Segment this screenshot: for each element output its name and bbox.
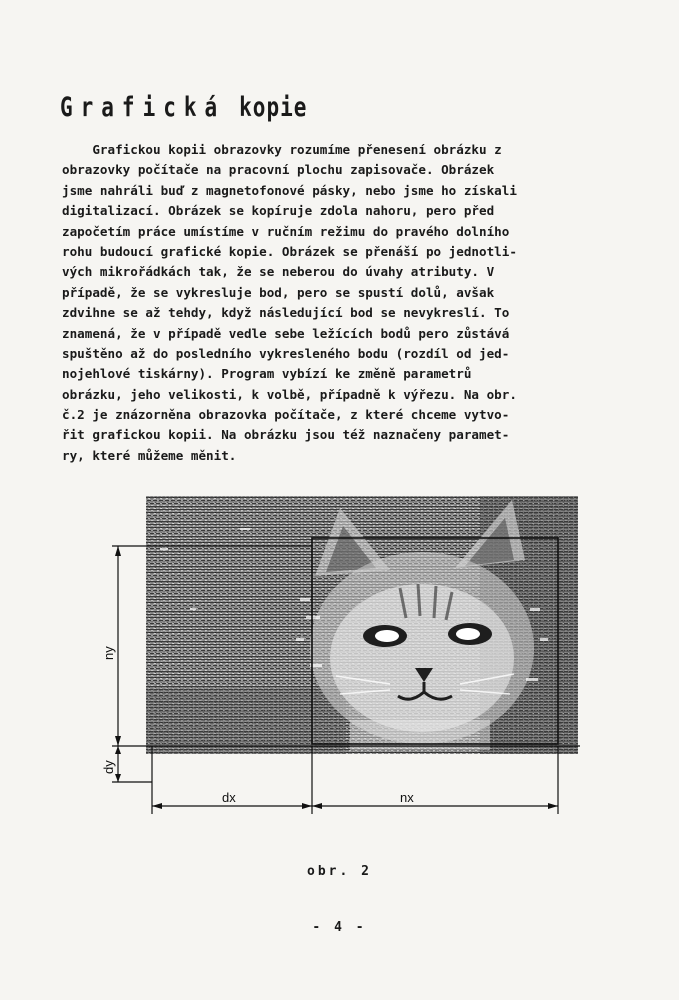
paragraph-line: jsme nahráli buď z magnetofonové pásky, nebo jsme ho získali <box>62 182 517 198</box>
paragraph-line: řit grafickou kopii. Na obrázku jsou též naznačeny paramet- <box>62 427 510 443</box>
paragraph-line: Grafickou kopii obrazovky rozumíme přenesení obrázku z <box>62 142 502 157</box>
figure-screen-diagram <box>100 488 600 828</box>
paragraph-line: obrázku, jeho velikosti, k volbě, případně k výřezu. Na obr. <box>62 386 517 402</box>
label-dy: dy <box>101 760 116 774</box>
paragraph-line: vých mikrořádkách tak, že se neberou do úvahy atributy. V <box>62 264 495 280</box>
page-number: - 4 - <box>312 920 367 935</box>
body-paragraph <box>62 140 602 466</box>
paragraph-line: č.2 je znázorněna obrazovka počítače, z které chceme vytvo- <box>62 407 510 423</box>
title-word-grafica: Grafická <box>60 92 226 122</box>
digitized-cat-image <box>146 496 578 754</box>
paragraph-line: spuštěno až do posledního vykresleného bodu (rozdíl od jed- <box>62 345 510 361</box>
title-word-kopie: kopie <box>239 92 308 122</box>
paragraph-line: znamená, že v případě vedle sebe ležících bodů pero zůstává <box>62 325 510 341</box>
paragraph-line: rohu budoucí grafické kopie. Obrázek se přenáší po jednotli- <box>62 243 517 259</box>
page-title <box>60 92 307 122</box>
paragraph-line: digitalizací. Obrázek se kopíruje zdola nahoru, pero před <box>62 203 495 219</box>
label-dx: dx <box>222 790 236 805</box>
figure-caption: obr. 2 <box>307 864 372 879</box>
paragraph-line: případě, že se vykresluje bod, pero se spustí dolů, avšak <box>62 284 495 300</box>
paragraph-line: obrazovky počítače na pracovní plochu zapisovače. Obrázek <box>62 162 495 178</box>
paragraph-line: nojehlové tiskárny). Program vybízí ke změně parametrů <box>62 366 472 382</box>
label-nx: nx <box>400 790 414 805</box>
paragraph-line: započetím práce umístíme v ručním režimu do pravého dolního <box>62 223 510 239</box>
dimension-ny <box>115 546 121 746</box>
dimension-nx <box>312 803 558 809</box>
label-ny: ny <box>101 646 116 660</box>
paragraph-line: zdvihne se až tehdy, když následující bod se nevykreslí. To <box>62 305 510 321</box>
paragraph-line: ry, které můžeme měnit. <box>62 447 237 463</box>
